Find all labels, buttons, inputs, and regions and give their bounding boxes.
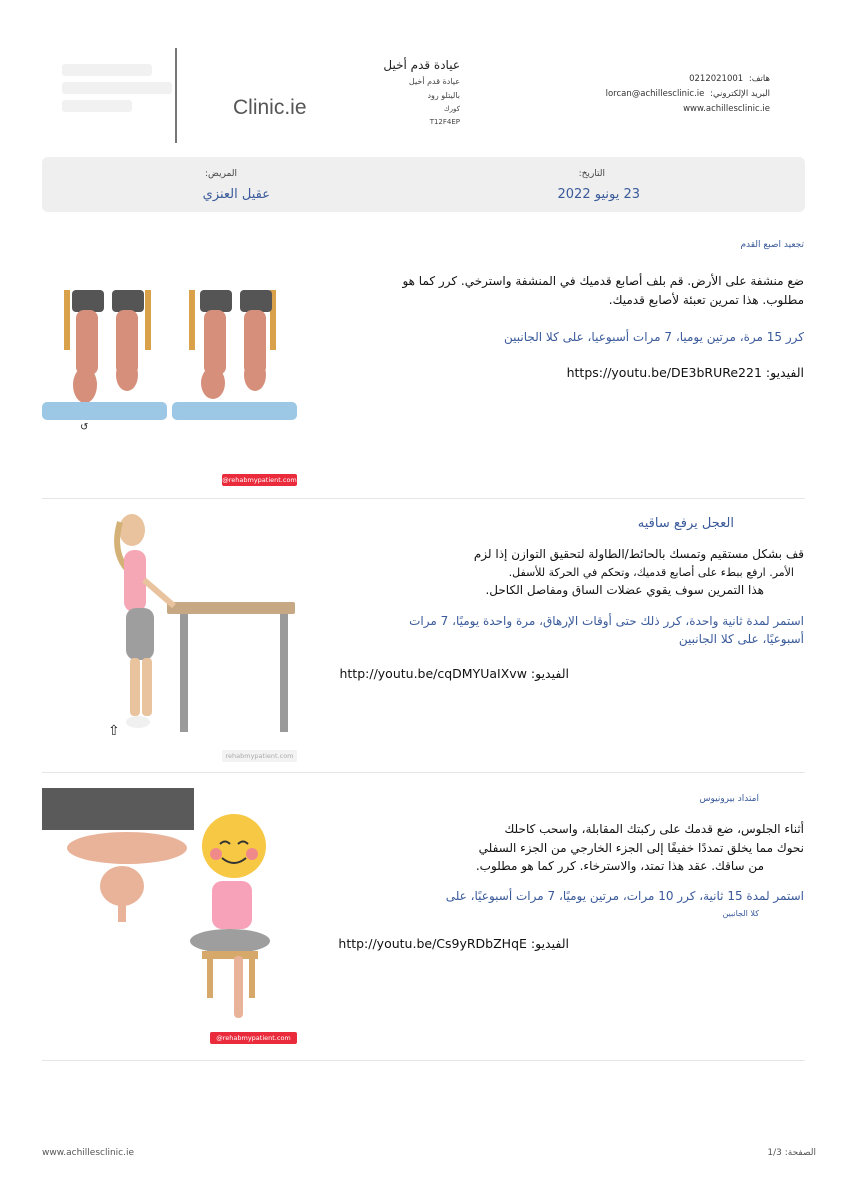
exercise-text [324, 516, 804, 681]
footer-website[interactable]: www.achillesclinic.ie [42, 1148, 135, 1158]
exercise-reps: استمر لمدة 15 ثانية، كرر 10 مرات، مرتين يوميًا، 7 مرات أسبوعيًا، على [445, 888, 804, 903]
page-indicator [767, 1148, 816, 1158]
description-line-2: الأمر. ارفع ببطء على أصابع قدميك، وتحكم في الحركة للأسفل. [508, 565, 794, 579]
patient-info-bar [42, 157, 805, 212]
video-link[interactable]: http://youtu.be/cqDMYUaIXvw [339, 666, 527, 682]
exercise-description [324, 820, 804, 876]
page-label: الصفحة: [784, 1148, 816, 1158]
svg-text:↺: ↺ [80, 422, 89, 433]
video-label: الفيديو: [530, 666, 569, 682]
phone-number[interactable]: 0212021001 [689, 74, 744, 84]
video-link[interactable]: https://youtu.be/DE3bRURe221 [566, 364, 762, 380]
page-number: 1/3 [767, 1148, 782, 1158]
exercise-text [324, 794, 804, 951]
patient-name: عقيل العنزي [202, 187, 270, 202]
svg-text:⇧: ⇧ [108, 723, 120, 739]
clinic-name: عيادة قدم أخيل [383, 58, 460, 72]
email-link[interactable]: lorcan@achillesclinic.ie [605, 89, 705, 99]
video-link[interactable]: http://youtu.be/Cs9yRDbZHqE [338, 936, 527, 952]
exercise-title: العجل يرفع ساقيه [637, 516, 734, 531]
clinic-logo [62, 48, 182, 143]
video-label: الفيديو: [530, 936, 569, 952]
date-label: التاريخ: [578, 169, 605, 179]
exercise-description [324, 545, 804, 599]
email-line [606, 89, 770, 99]
exercise-title: امتداد بيرونيوس [699, 794, 759, 804]
section-divider [42, 1060, 805, 1061]
exercise-calf-raise [42, 510, 805, 765]
logo-text: Clinic.ie [233, 96, 307, 119]
date-value: 23 يونيو 2022 [557, 187, 640, 202]
exercise-title: تجعيد اصبع القدم [740, 240, 804, 250]
clinic-address-block [383, 58, 460, 126]
toe-curl-illustration [42, 280, 297, 490]
description-line-3: من ساقك. عقد هذا تمتد، والاسترخاء. كرر كما هو مطلوب. [475, 859, 764, 874]
exercise-reps: كرر 15 مرة، مرتين يوميا، 7 مرات أسبوعيا، على كلا الجانبين [504, 330, 804, 345]
patient-label: المريض: [205, 169, 237, 179]
description-line-1: أثناء الجلوس، ضع قدمك على ركبتك المقابلة، واسحب كاحلك [504, 822, 804, 836]
exercise-text [324, 240, 804, 380]
exercise-description: ضع منشفة على الأرض. قم بلف أصابع قدميك في المنشفة واسترخي. كرر كما هو مطلوب. هذا تمرين تعبئة لأصابع قدميك. [402, 274, 804, 307]
description-line-1: قف بشكل مستقيم وتمسك بالحائط/الطاولة لتحقيق التوازن إذا لزم [473, 547, 804, 561]
address-line-3: كورك [443, 105, 460, 113]
calf-raise-illustration [42, 510, 297, 755]
address-line-1: عيادة قدم أخيل [408, 77, 460, 86]
address-line-2: باليتلو رود [427, 91, 460, 100]
description-line-2: نحوك مما يخلق تمددًا خفيفًا إلى الجزء الخارجي من الجزء السفلي [478, 840, 804, 855]
section-divider [42, 772, 805, 773]
exercise-peroneus-stretch [42, 786, 805, 1051]
image-watermark: @rehabmypatient.com [222, 476, 297, 484]
video-line [324, 365, 804, 380]
logo-divider [175, 48, 177, 143]
image-watermark: @rehabmypatient.com [210, 1032, 297, 1044]
video-line [324, 936, 804, 951]
exercise-toe-curl [42, 235, 805, 495]
video-label: الفيديو: [765, 364, 804, 380]
description-line-3: هذا التمرين سوف يقوي عضلات الساق ومفاصل الكاحل. [485, 582, 764, 597]
logo-faded-graphic [62, 58, 172, 128]
reps-line-2: أسبوعيًا، على كلا الجانبين [678, 631, 804, 646]
email-label: البريد الإلكتروني: [710, 89, 770, 99]
phone-label: هاتف: [748, 74, 770, 84]
video-line [324, 666, 804, 681]
website-link[interactable]: www.achillesclinic.ie [683, 104, 770, 114]
address-postcode: T12F4EP [429, 118, 460, 126]
image-watermark: rehabmypatient.com [222, 750, 297, 762]
exercise-reps-tail: كلا الجانبين [722, 909, 759, 919]
reps-line-1: استمر لمدة ثانية واحدة، كرر ذلك حتى أوقات الإرهاق، مرة واحدة يوميًا، 7 مرات [409, 614, 804, 629]
phone-line [606, 74, 770, 84]
peroneus-stretch-illustration [42, 786, 297, 1046]
contact-block [606, 74, 770, 119]
exercise-reps [324, 613, 804, 648]
section-divider [42, 498, 805, 499]
